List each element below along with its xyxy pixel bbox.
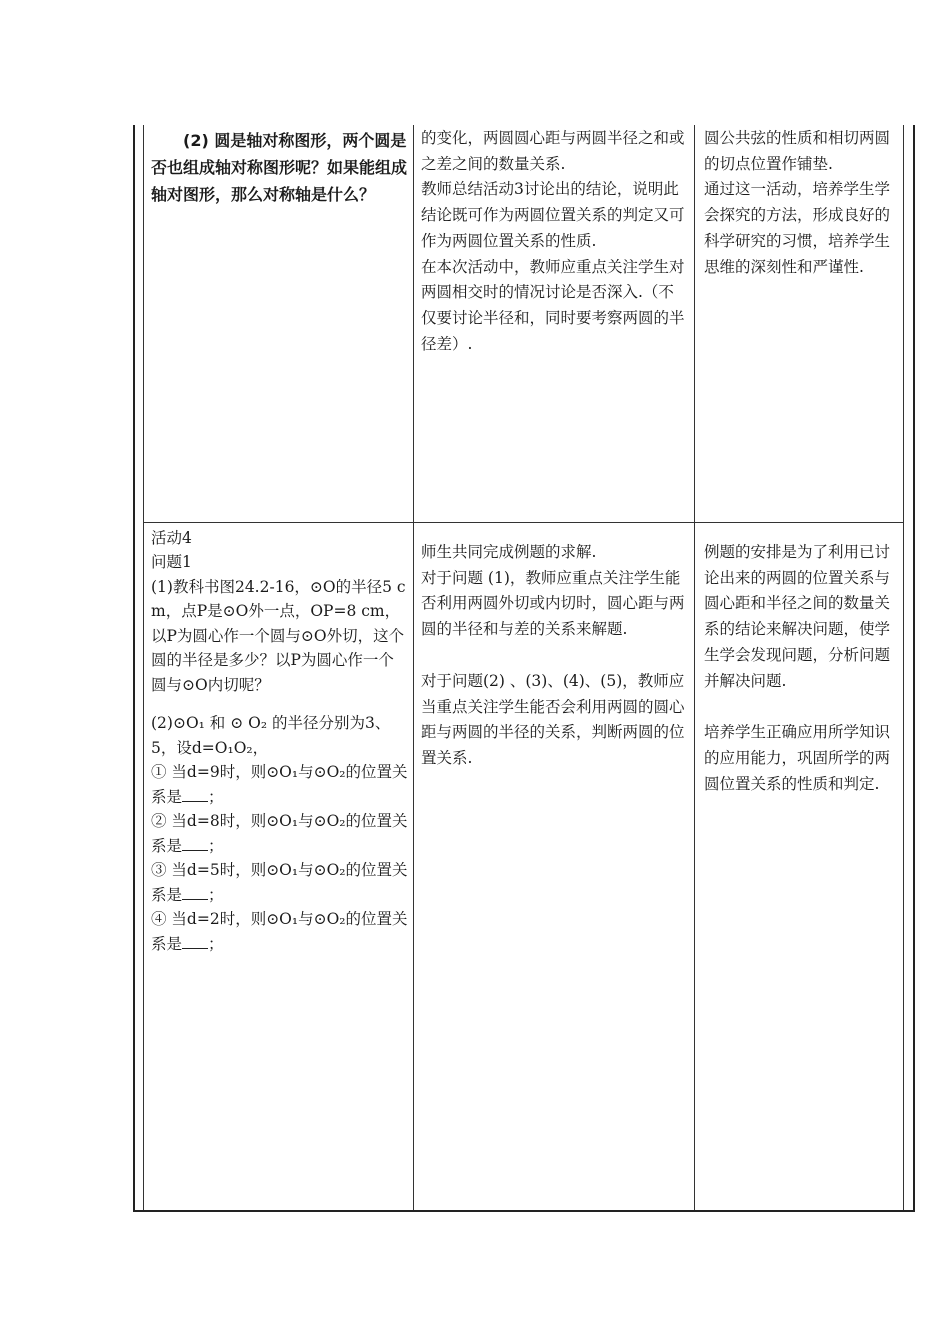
problem-2-item-3: ③ 当d=5时，则⊙O₁与⊙O₂的位置关系是 ；: [151, 861, 408, 904]
row1-right-para-1: 圆公共弦的性质和相切两圆的切点位置作铺垫.: [704, 129, 891, 173]
row2-left-cell: [151, 526, 409, 956]
column-divider-inner-right: [903, 125, 904, 1210]
row1-left-cell: [151, 128, 409, 209]
row1-question-text: (2) 圆是轴对称图形，两个圆是否也组成轴对称图形呢？如果能组成轴对图形，那么对称轴是什么？: [151, 131, 408, 204]
answer-blank[interactable]: [182, 800, 208, 802]
problem-1-text: (1)教科书图24.2-16，⊙O的半径5 cm，点P是⊙O外一点，OP=8 cm，以P为圆心作一个圆与⊙O外切，这个圆的半径是多少？以P为圆心作一个圆与⊙O内切呢？: [151, 577, 406, 694]
row1-middle-para-3: 在本次活动中，教师应重点关注学生对两圆相交时的情况讨论是否深入.（不仅要讨论半径和，同时要考察两圆的半径差）.: [421, 257, 685, 353]
row-divider: [143, 522, 903, 523]
row1-middle-cell: [421, 126, 687, 357]
column-divider-2: [694, 125, 695, 1210]
problem-label: 问题1: [151, 553, 192, 572]
problem-2-item-1: ① 当d=9时，则⊙O₁与⊙O₂的位置关系是 ；: [151, 763, 408, 806]
column-divider-inner-left: [143, 125, 144, 1210]
row2-middle-para-3: 对于问题(2) 、(3)、(4)、(5)，教师应当重点关注学生能否会利用两圆的圆心距与两圆的半径的关系，判断两圆的位置关系.: [421, 671, 685, 768]
activity-label: 活动4: [151, 529, 192, 547]
answer-blank[interactable]: [182, 947, 208, 949]
answer-blank[interactable]: [182, 898, 208, 900]
row2-middle-cell: [421, 540, 687, 772]
column-divider-1: [413, 125, 414, 1210]
row1-middle-para-2: 教师总结活动3讨论出的结论，说明此结论既可作为两圆位置关系的判定又可作为两圆位置关系的性质.: [421, 180, 685, 250]
problem-2-text: (2)⊙O₁ 和 ⊙ O₂ 的半径分别为3、5，设d=O₁O₂，: [151, 714, 391, 757]
answer-blank[interactable]: [182, 849, 208, 851]
row2-right-para-2: 培养学生正确应用所学知识的应用能力，巩固所学的两圆位置关系的性质和判定.: [704, 723, 891, 793]
row1-middle-para-1: 的变化，两圆圆心距与两圆半径之和或之差之间的数量关系.: [421, 129, 685, 173]
problem-2-item-2: ② 当d=8时，则⊙O₁与⊙O₂的位置关系是 ；: [151, 812, 408, 855]
row1-right-cell: [704, 126, 898, 280]
row2-right-para-1: 例题的安排是为了利用已讨论出来的两圆的位置关系与圆心距和半径之间的数量关系的结论来解决问题，使学生学会发现问题，分析问题并解决问题.: [704, 543, 891, 690]
problem-2-item-4: ④ 当d=2时，则⊙O₁与⊙O₂的位置关系是 ；: [151, 910, 408, 953]
row2-middle-para-2: 对于问题 (1)，教师应重点关注学生能否利用两圆外切或内切时，圆心距与两圆的半径和与差的关系来解题.: [421, 568, 685, 639]
row1-right-para-2: 通过这一活动，培养学生学会探究的方法，形成良好的科学研究的习惯，培养学生思维的深刻性和严谨性.: [704, 180, 891, 276]
row2-middle-para-1: 师生共同完成例题的求解.: [421, 543, 597, 561]
row2-right-cell: [704, 540, 898, 797]
